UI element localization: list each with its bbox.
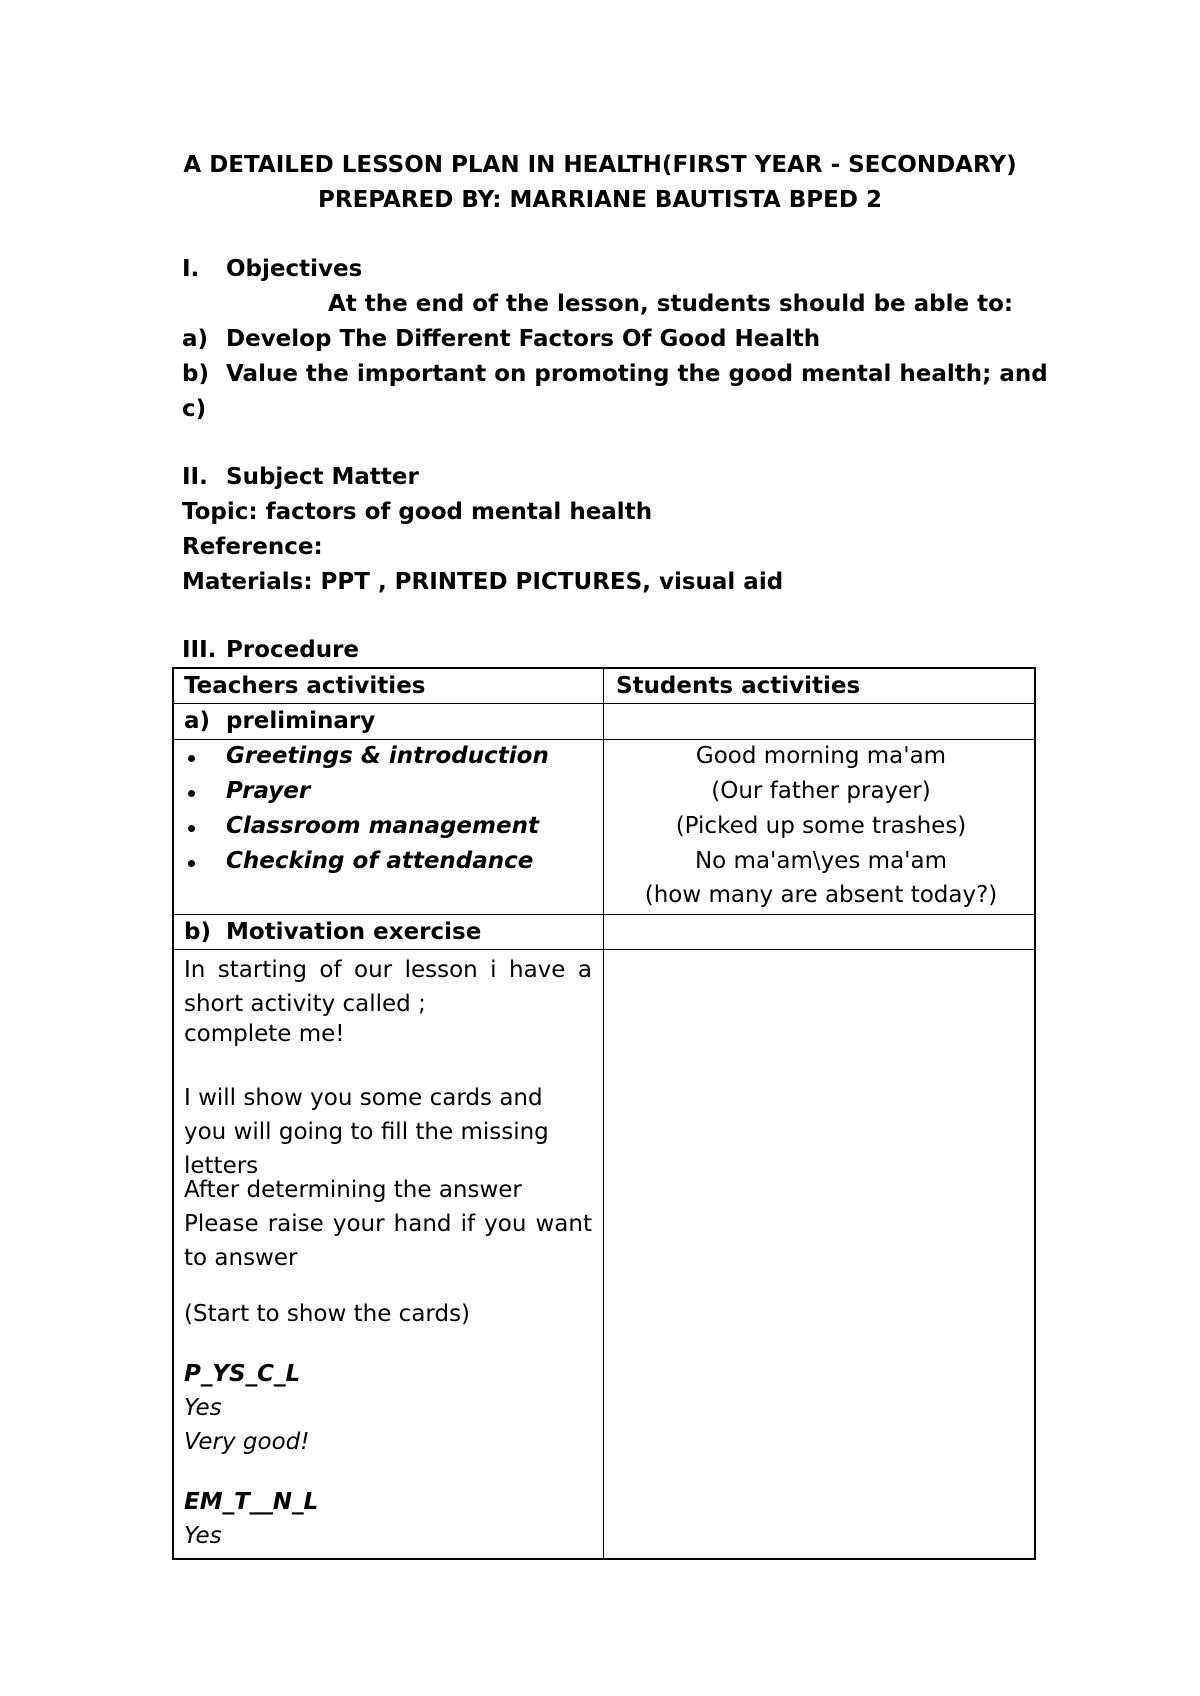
bullet-icon: [188, 790, 195, 797]
card-response: Very good!: [184, 1429, 310, 1455]
subject-materials: Materials: PPT , PRINTED PICTURES, visual aid: [182, 569, 784, 595]
motivation-paragraph: In starting of our lesson i have a short activity called ;: [184, 957, 592, 1017]
card-word: P_YS_C_L: [184, 1361, 301, 1387]
subject-reference: Reference:: [182, 534, 323, 560]
objective-marker-c: c): [182, 396, 207, 422]
preliminary-item: Greetings & introduction: [226, 743, 549, 769]
bullet-icon: [188, 860, 195, 867]
prepared-by: PREPARED BY: MARRIANE BAUTISTA BPED 2: [318, 187, 882, 213]
preliminary-item: Prayer: [226, 778, 311, 804]
bullet-icon: [188, 825, 195, 832]
section-heading-procedure: Procedure: [226, 637, 360, 663]
section-numeral-objectives: I.: [182, 256, 200, 282]
objective-item-a: Develop The Different Factors Of Good Health: [226, 326, 821, 352]
objectives-intro: At the end of the lesson, students should be able to:: [328, 291, 1014, 317]
motivation-line: (Start to show the cards): [184, 1301, 471, 1327]
student-response: Good morning ma'am: [695, 743, 947, 769]
objective-marker-a: a): [182, 326, 209, 352]
section-heading-objectives: Objectives: [226, 256, 363, 282]
section-heading-subject: Subject Matter: [226, 464, 419, 490]
table-row-divider: [174, 703, 1034, 704]
table-column-divider: [603, 669, 604, 1558]
motivation-paragraph: I will show you some cards and you will going to fill the missing letters: [184, 1085, 549, 1179]
row-label-preliminary: preliminary: [226, 708, 376, 734]
table-row-divider: [174, 739, 1034, 740]
subject-topic: Topic: factors of good mental health: [182, 499, 653, 525]
motivation-paragraph: Please raise your hand if you want to answer: [184, 1211, 592, 1271]
student-response: (Picked up some trashes): [675, 813, 967, 839]
motivation-activity-name: complete me!: [184, 1021, 345, 1047]
section-numeral-subject: II.: [182, 464, 208, 490]
row-marker-preliminary: a): [184, 708, 211, 734]
motivation-line: After determining the answer: [184, 1177, 522, 1203]
column-header-teacher: Teachers activities: [184, 673, 426, 699]
objective-item-b: Value the important on promoting the good mental health; and: [226, 361, 1048, 387]
table-row-divider: [174, 949, 1034, 950]
student-response: (how many are absent today?): [644, 882, 998, 908]
column-header-student: Students activities: [616, 673, 861, 699]
table-row-divider: [174, 914, 1034, 915]
card-response: Yes: [184, 1395, 222, 1421]
objective-marker-b: b): [182, 361, 209, 387]
procedure-table: [172, 667, 1036, 1560]
card-response: Yes: [184, 1523, 222, 1549]
document-title: A DETAILED LESSON PLAN IN HEALTH(FIRST YEAR - SECONDARY): [183, 152, 1017, 178]
row-marker-motivation: b): [184, 919, 211, 945]
bullet-icon: [188, 755, 195, 762]
row-label-motivation: Motivation exercise: [226, 919, 482, 945]
section-numeral-procedure: III.: [182, 637, 217, 663]
preliminary-item: Checking of attendance: [226, 848, 534, 874]
preliminary-item: Classroom management: [226, 813, 539, 839]
student-response: (Our father prayer): [711, 778, 931, 804]
student-response: No ma'am\yes ma'am: [694, 848, 948, 874]
card-word: EM_T__N_L: [184, 1489, 319, 1515]
